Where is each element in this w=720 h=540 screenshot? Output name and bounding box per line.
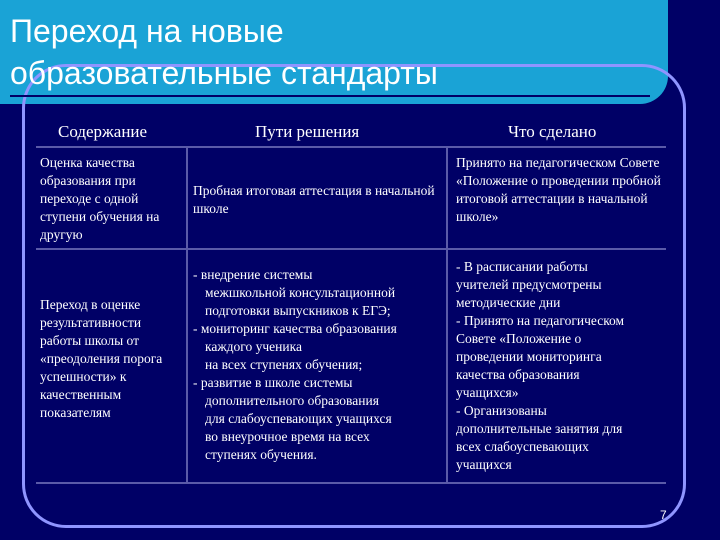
table-rule-bottom (36, 482, 666, 484)
table-row-2-done (452, 258, 666, 474)
done-line: - Организованы (456, 403, 547, 418)
solution-line: для слабоуспевающих учащихся (205, 411, 392, 426)
title-line-1: Переход на новые (10, 13, 284, 49)
header-done: Что сделано (508, 122, 597, 141)
table-row-1-solution (189, 182, 441, 218)
done-line: проведении мониторинга (456, 349, 602, 364)
done-line: - Принято на педагогическом (456, 313, 625, 328)
header-content: Содержание (58, 122, 148, 141)
title-line-2: образовательные стандарты (10, 55, 438, 91)
table-row-2-solution (189, 266, 441, 464)
slide-title (10, 10, 650, 94)
table-rule-middle (36, 248, 666, 250)
solution-line: дополнительного образования (205, 393, 379, 408)
done-line: - В расписании работы (456, 259, 588, 274)
done-line: методические дни (456, 295, 561, 310)
solution-line: межшкольной консультационной (205, 285, 396, 300)
solution-line: ступенях обучения. (205, 447, 317, 462)
done-line: учащихся (456, 457, 512, 472)
header-solutions: Пути решения (255, 122, 360, 141)
table-col-divider-1 (186, 146, 188, 484)
title-underline (10, 95, 650, 97)
solution-line: - внедрение системы (193, 267, 313, 282)
done-line: Совете «Положение о (456, 331, 582, 346)
done-line: дополнительные занятия для (456, 421, 623, 436)
table-row-1-content: Оценка качества образования при переходе с одной ступени обучения на другую (36, 154, 185, 244)
solution-line: - мониторинг качества образования (193, 321, 397, 336)
solution-line: во внеурочное время на всех (205, 429, 370, 444)
table-col-divider-2 (446, 146, 448, 484)
done-line: учащихся» (456, 385, 519, 400)
solution-line: каждого ученика (205, 339, 302, 354)
solution-line: - развитие в школе системы (193, 375, 353, 390)
done-line: Принято на педагогическом Совете «Положение о проведении пробной итоговой аттестации в начальной школе» (456, 155, 661, 224)
page-number: 7 (660, 508, 667, 522)
table-rule-top (36, 146, 666, 148)
done-line: качества образования (456, 367, 580, 382)
table-row-1-done (452, 154, 666, 226)
solution-line: Пробная итоговая аттестация в начальной школе (193, 183, 435, 216)
solution-line: подготовки выпускников к ЕГЭ; (205, 303, 391, 318)
table-row-2-content: Переход в оценке результативности работы школы от «преодоления порога успешности» к качественным показателям (36, 296, 185, 422)
done-line: всех слабоуспевающих (456, 439, 589, 454)
solution-line: на всех ступенях обучения; (205, 357, 363, 372)
done-line: учителей предусмотрены (456, 277, 602, 292)
